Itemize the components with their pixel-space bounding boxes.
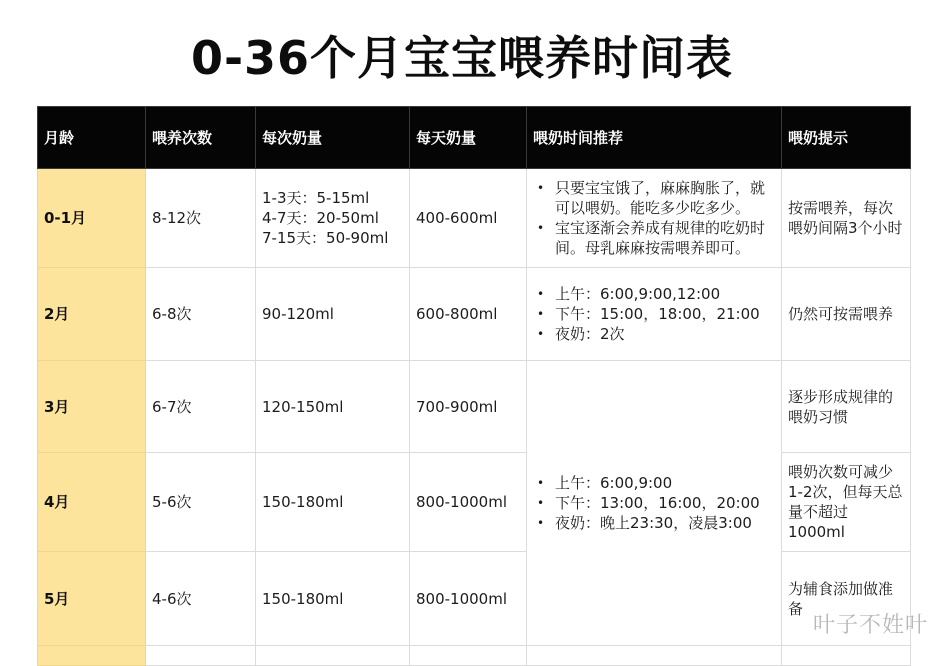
tip-cell: 仍然可按需喂养 xyxy=(782,268,911,361)
daily-amount-cell: 800-1000ml xyxy=(410,552,527,646)
age-cell: 5月 xyxy=(38,552,146,646)
list-item: • 夜奶：晚上23:30，凌晨3:00 xyxy=(537,514,752,532)
watermark: 叶子不姓叶 xyxy=(812,613,928,638)
empty-cell xyxy=(410,646,527,666)
list-item: • 上午：6:00,9:00,12:00 xyxy=(537,285,721,303)
table-header-row xyxy=(38,107,911,169)
amount-line: 4-7天：20-50ml xyxy=(262,209,379,227)
per-feed-amount-cell: 150-180ml xyxy=(256,552,410,646)
list-item: • 夜奶：2次 xyxy=(537,325,625,343)
bullet-icon: • xyxy=(537,307,545,321)
age-cell: 4月 xyxy=(38,453,146,552)
tip-cell: 按需喂养，每次喂奶间隔3个小时 xyxy=(782,169,911,268)
bullet-icon: • xyxy=(537,287,545,301)
feeding-schedule-table xyxy=(37,106,911,666)
header-age: 月龄 xyxy=(38,107,146,169)
list-item: • 只要宝宝饿了，麻麻胸胀了，就可以喂奶。能吃多少吃多少。 xyxy=(537,179,766,217)
schedule-list xyxy=(533,473,775,533)
bullet-icon: • xyxy=(537,516,545,530)
table-row xyxy=(38,361,911,453)
per-feed-amount-cell xyxy=(256,169,410,268)
bullet-icon: • xyxy=(537,181,545,195)
bullet-icon: • xyxy=(537,221,545,235)
empty-cell xyxy=(782,646,911,666)
list-item: • 下午：13:00，16:00，20:00 xyxy=(537,494,760,512)
page-title: 0-36个月宝宝喂养时间表 xyxy=(190,31,734,85)
amount-line: 1-3天：5-15ml xyxy=(262,189,370,207)
feed-times-cell: 5-6次 xyxy=(146,453,256,552)
daily-amount-cell: 700-900ml xyxy=(410,361,527,453)
age-cell: 2月 xyxy=(38,268,146,361)
schedule-cell xyxy=(527,169,782,268)
daily-amount-cell: 600-800ml xyxy=(410,268,527,361)
table-row xyxy=(38,268,911,361)
list-item: • 宝宝逐渐会养成有规律的吃奶时间。母乳麻麻按需喂养即可。 xyxy=(537,219,766,257)
per-feed-amount-lines xyxy=(262,188,403,248)
per-feed-amount-cell: 90-120ml xyxy=(256,268,410,361)
tip-cell: 喂奶次数可减少1-2次，但每天总量不超过1000ml xyxy=(782,453,911,552)
bullet-icon: • xyxy=(537,476,545,490)
tip-cell: 逐步形成规律的喂奶习惯 xyxy=(782,361,911,453)
schedule-list xyxy=(533,178,775,258)
per-feed-amount-cell: 120-150ml xyxy=(256,361,410,453)
list-item: • 上午：6:00,9:00 xyxy=(537,474,673,492)
header-schedule: 喂奶时间推荐 xyxy=(527,107,782,169)
list-item: • 下午：15:00，18:00，21:00 xyxy=(537,305,760,323)
feed-times-cell: 6-7次 xyxy=(146,361,256,453)
empty-cell xyxy=(146,646,256,666)
daily-amount-cell: 400-600ml xyxy=(410,169,527,268)
age-cell xyxy=(38,646,146,666)
empty-cell xyxy=(256,646,410,666)
feed-times-cell: 6-8次 xyxy=(146,268,256,361)
feed-times-cell: 8-12次 xyxy=(146,169,256,268)
daily-amount-cell: 800-1000ml xyxy=(410,453,527,552)
header-feed-times: 喂养次数 xyxy=(146,107,256,169)
header-per-feed-amount: 每次奶量 xyxy=(256,107,410,169)
age-cell: 3月 xyxy=(38,361,146,453)
age-cell: 0-1月 xyxy=(38,169,146,268)
header-tips: 喂奶提示 xyxy=(782,107,911,169)
feed-times-cell: 4-6次 xyxy=(146,552,256,646)
bullet-icon: • xyxy=(537,327,545,341)
merged-schedule-cell xyxy=(527,361,782,646)
per-feed-amount-cell: 150-180ml xyxy=(256,453,410,552)
schedule-list xyxy=(533,284,775,344)
table-row-partial xyxy=(38,646,911,666)
schedule-cell xyxy=(527,268,782,361)
tip-cell: 为辅食添加做准备 xyxy=(782,552,911,646)
table-row xyxy=(38,169,911,268)
amount-line: 7-15天：50-90ml xyxy=(262,229,389,247)
empty-cell xyxy=(527,646,782,666)
header-daily-amount: 每天奶量 xyxy=(410,107,527,169)
bullet-icon: • xyxy=(537,496,545,510)
